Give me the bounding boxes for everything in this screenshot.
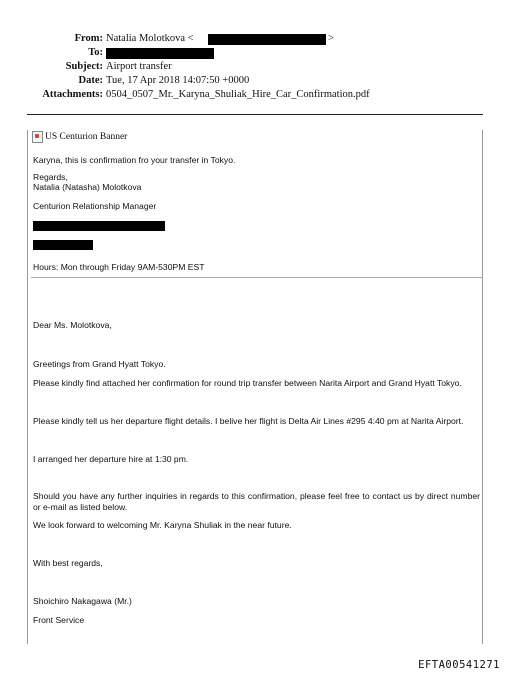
attachments-label: Attachments: <box>42 89 103 100</box>
redaction-from-email <box>208 34 326 45</box>
frame-right-border <box>482 130 483 644</box>
document-id: EFTA00541271 <box>418 659 500 671</box>
from-label-row <box>0 32 103 46</box>
subject-label: Subject: <box>65 61 103 72</box>
closing: With best regards, <box>33 558 103 568</box>
hours-text: Hours: Mon through Friday 9AM-530PM EST <box>33 262 205 272</box>
salutation: Dear Ms. Molotkova, <box>33 320 112 330</box>
greeting: Greetings from Grand Hyatt Tokyo. <box>33 359 166 369</box>
paragraph-inquiries: Should you have any further inquiries in regards to this confirmation, please feel free to contact us by direct number or e-mail as listed below. <box>33 491 480 512</box>
from-value: Natalia Molotkova < <box>106 33 194 44</box>
banner-image <box>32 131 127 143</box>
to-label-row <box>0 46 103 60</box>
signature-name: Shoichiro Nakagawa (Mr.) <box>33 596 132 606</box>
section-divider <box>31 277 482 278</box>
redaction-email <box>33 240 93 250</box>
date-label: Date: <box>78 75 103 86</box>
paragraph-welcome: We look forward to welcoming Mr. Karyna Shuliak in the near future. <box>33 520 292 530</box>
sender-name: Natalia (Natasha) Molotkova <box>33 182 142 192</box>
subject-label-row <box>0 60 103 74</box>
broken-image-icon <box>32 131 43 143</box>
redaction-phone <box>33 221 165 231</box>
attachment-link[interactable]: 0504_0507_Mr._Karyna_Shuliak_Hire_Car_Confirmation.pdf <box>106 89 370 100</box>
signature-dept: Front Service <box>33 615 85 625</box>
banner-alt-text: US Centurion Banner <box>45 132 128 142</box>
sender-title: Centurion Relationship Manager <box>33 201 157 211</box>
date-value: Tue, 17 Apr 2018 14:07:50 +0000 <box>106 75 250 86</box>
redaction-to <box>106 48 214 59</box>
paragraph-departure: Please kindly tell us her departure flight details. I belive her flight is Delta Air Lines #295 4:40 pm at Narita Airport. <box>33 416 464 426</box>
subject-value: Airport transfer <box>106 61 172 72</box>
frame-left-border <box>27 130 28 644</box>
paragraph-attached: Please kindly find attached her confirmation for round trip transfer between Narita Airport and Grand Hyatt Tokyo. <box>33 378 462 388</box>
date-label-row <box>0 74 103 88</box>
intro-text: Karyna, this is confirmation fro your transfer in Tokyo. <box>33 155 236 165</box>
regards-text: Regards, <box>33 172 68 182</box>
attachments-label-row <box>0 88 103 102</box>
paragraph-arranged: I arranged her departure hire at 1:30 pm. <box>33 454 189 464</box>
to-label: To: <box>88 47 103 58</box>
from-close: > <box>328 33 334 44</box>
from-label: From: <box>74 33 103 44</box>
